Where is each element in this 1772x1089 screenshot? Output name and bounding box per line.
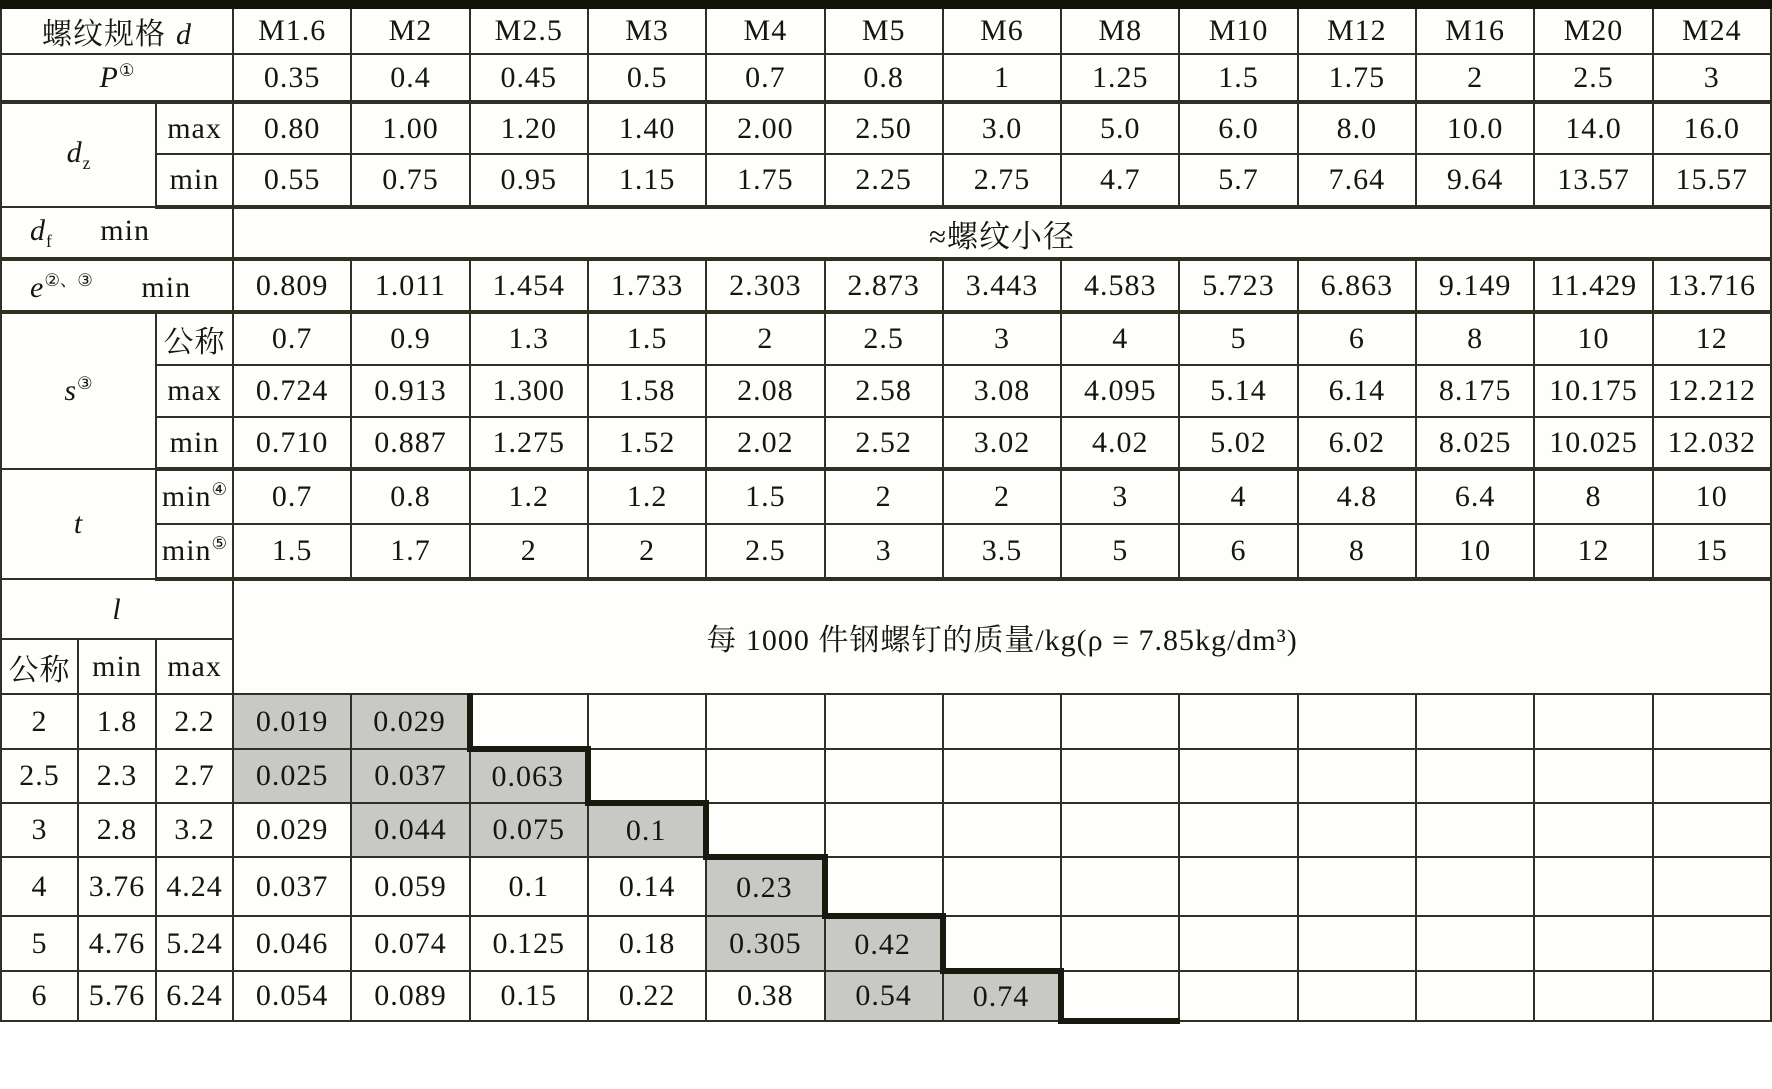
e-label: e②、③ min: [1, 259, 233, 312]
value-cell: 5.0: [1061, 102, 1179, 154]
value-cell: 14.0: [1534, 102, 1652, 154]
l-max-sublabel: max: [156, 639, 233, 694]
value-cell: [1179, 857, 1297, 916]
value-cell: 10: [1534, 312, 1652, 365]
value-cell: [943, 916, 1061, 971]
value-cell: 7.64: [1298, 154, 1416, 207]
col-header-cell: M5: [825, 5, 943, 55]
value-cell: 3.08: [943, 365, 1061, 417]
value-cell: 5.02: [1179, 417, 1297, 469]
l-max-value: 6.24: [156, 971, 233, 1021]
value-cell: 3: [943, 312, 1061, 365]
value-cell: [1061, 857, 1179, 916]
value-cell: 6.0: [1179, 102, 1297, 154]
value-cell: 1.3: [470, 312, 588, 365]
e-row: [1, 259, 1771, 312]
value-cell: 0.4: [351, 54, 469, 102]
value-cell: 0.7: [233, 469, 351, 524]
col-header-cell: M2.5: [470, 5, 588, 55]
l-nominal-sublabel: 公称: [1, 639, 78, 694]
value-cell: 5.723: [1179, 259, 1297, 312]
t-min5-sublabel: min⑤: [156, 524, 233, 579]
value-cell: 3: [825, 524, 943, 579]
value-cell: 1.5: [588, 312, 706, 365]
value-cell: 2.58: [825, 365, 943, 417]
value-cell: 9.64: [1416, 154, 1534, 207]
l-max-value: 2.7: [156, 749, 233, 803]
value-cell: 1.7: [351, 524, 469, 579]
value-cell: [943, 694, 1061, 749]
l-nominal-value: 4: [1, 857, 78, 916]
value-cell: 15.57: [1653, 154, 1771, 207]
l-label: l: [1, 579, 233, 639]
value-cell: 5: [1061, 524, 1179, 579]
value-cell: [1179, 916, 1297, 971]
value-cell: 2.00: [706, 102, 824, 154]
value-cell: [825, 694, 943, 749]
value-cell: [706, 749, 824, 803]
value-cell: 13.716: [1653, 259, 1771, 312]
header-row: [1, 5, 1771, 55]
value-cell: 3.5: [943, 524, 1061, 579]
value-cell: [1416, 803, 1534, 857]
value-cell: 2.50: [825, 102, 943, 154]
value-cell: 2: [706, 312, 824, 365]
value-cell: [1534, 971, 1652, 1021]
value-cell: [1653, 803, 1771, 857]
value-cell: 2.02: [706, 417, 824, 469]
value-cell: 1.011: [351, 259, 469, 312]
pitch-label: P①: [1, 54, 233, 102]
value-cell: [1416, 749, 1534, 803]
value-cell: 1.20: [470, 102, 588, 154]
value-cell: [1653, 971, 1771, 1021]
value-cell: 8: [1298, 524, 1416, 579]
value-cell: 1.454: [470, 259, 588, 312]
col-header-cell: M20: [1534, 5, 1652, 55]
l-min-value: 1.8: [78, 694, 156, 749]
value-cell: 0.044: [351, 803, 469, 857]
value-cell: 2.5: [706, 524, 824, 579]
value-cell: 8.175: [1416, 365, 1534, 417]
value-cell: 0.724: [233, 365, 351, 417]
l-nominal-value: 6: [1, 971, 78, 1021]
value-cell: [825, 857, 943, 916]
length-row: [1, 916, 1771, 971]
value-cell: 8.025: [1416, 417, 1534, 469]
value-cell: [943, 803, 1061, 857]
l-min-sublabel: min: [78, 639, 156, 694]
value-cell: 1.15: [588, 154, 706, 207]
value-cell: 8: [1416, 312, 1534, 365]
length-row: [1, 857, 1771, 916]
value-cell: [1298, 971, 1416, 1021]
value-cell: 0.8: [351, 469, 469, 524]
dz-max-sublabel: max: [156, 102, 233, 154]
value-cell: 2.303: [706, 259, 824, 312]
value-cell: 1.00: [351, 102, 469, 154]
value-cell: 0.8: [825, 54, 943, 102]
length-row: [1, 971, 1771, 1021]
value-cell: 0.80: [233, 102, 351, 154]
value-cell: 6: [1298, 312, 1416, 365]
value-cell: [1416, 971, 1534, 1021]
t-min4-row: [1, 469, 1771, 524]
t-min5-row: [1, 524, 1771, 579]
value-cell: 0.1: [588, 803, 706, 857]
value-cell: 1: [943, 54, 1061, 102]
value-cell: 4: [1179, 469, 1297, 524]
value-cell: 2: [1416, 54, 1534, 102]
value-cell: 2: [825, 469, 943, 524]
value-cell: 3: [1653, 54, 1771, 102]
value-cell: 1.75: [706, 154, 824, 207]
col-header-cell: M16: [1416, 5, 1534, 55]
value-cell: [1061, 803, 1179, 857]
col-header-cell: M8: [1061, 5, 1179, 55]
value-cell: [1061, 916, 1179, 971]
value-cell: 0.18: [588, 916, 706, 971]
l-min-value: 2.3: [78, 749, 156, 803]
value-cell: 0.019: [233, 694, 351, 749]
value-cell: 1.2: [588, 469, 706, 524]
value-cell: 1.25: [1061, 54, 1179, 102]
l-min-value: 2.8: [78, 803, 156, 857]
value-cell: [1298, 857, 1416, 916]
value-cell: 0.54: [825, 971, 943, 1021]
value-cell: 0.38: [706, 971, 824, 1021]
col-header-cell: M4: [706, 5, 824, 55]
value-cell: 0.7: [233, 312, 351, 365]
value-cell: 5.7: [1179, 154, 1297, 207]
value-cell: 10.175: [1534, 365, 1652, 417]
value-cell: 0.075: [470, 803, 588, 857]
length-row: [1, 749, 1771, 803]
value-cell: [1061, 971, 1179, 1021]
value-cell: [1534, 749, 1652, 803]
value-cell: 1.300: [470, 365, 588, 417]
value-cell: [588, 749, 706, 803]
value-cell: [1179, 694, 1297, 749]
s-max-sublabel: max: [156, 365, 233, 417]
value-cell: 0.125: [470, 916, 588, 971]
value-cell: 6.4: [1416, 469, 1534, 524]
l-min-value: 5.76: [78, 971, 156, 1021]
l-max-value: 4.24: [156, 857, 233, 916]
value-cell: [1298, 916, 1416, 971]
value-cell: 1.75: [1298, 54, 1416, 102]
value-cell: 0.55: [233, 154, 351, 207]
value-cell: 5: [1179, 312, 1297, 365]
value-cell: 4.7: [1061, 154, 1179, 207]
value-cell: [470, 694, 588, 749]
l-min-value: 4.76: [78, 916, 156, 971]
l-header-row: [1, 579, 1771, 639]
s-max-row: [1, 365, 1771, 417]
s-nominal-row: [1, 312, 1771, 365]
value-cell: 0.35: [233, 54, 351, 102]
l-nominal-value: 2: [1, 694, 78, 749]
value-cell: [706, 694, 824, 749]
value-cell: 0.9: [351, 312, 469, 365]
value-cell: 16.0: [1653, 102, 1771, 154]
value-cell: [1298, 803, 1416, 857]
value-cell: 12.212: [1653, 365, 1771, 417]
value-cell: 1.2: [470, 469, 588, 524]
value-cell: 2.08: [706, 365, 824, 417]
s-min-sublabel: min: [156, 417, 233, 469]
value-cell: 9.149: [1416, 259, 1534, 312]
value-cell: [1416, 857, 1534, 916]
value-cell: 0.029: [233, 803, 351, 857]
value-cell: 0.046: [233, 916, 351, 971]
value-cell: 13.57: [1534, 154, 1652, 207]
dz-min-row: [1, 154, 1771, 207]
df-row: [1, 207, 1771, 259]
value-cell: 0.025: [233, 749, 351, 803]
value-cell: 2.5: [1534, 54, 1652, 102]
col-header-cell: M10: [1179, 5, 1297, 55]
value-cell: 0.14: [588, 857, 706, 916]
value-cell: 2: [588, 524, 706, 579]
dz-label: $d_z$: [1, 102, 156, 207]
value-cell: 2: [943, 469, 1061, 524]
length-row: [1, 694, 1771, 749]
l-nominal-value: 3: [1, 803, 78, 857]
value-cell: [1061, 749, 1179, 803]
value-cell: 12: [1534, 524, 1652, 579]
length-row: [1, 803, 1771, 857]
value-cell: 6.14: [1298, 365, 1416, 417]
value-cell: 0.913: [351, 365, 469, 417]
value-cell: [1653, 857, 1771, 916]
pitch-row: [1, 54, 1771, 102]
value-cell: 4.583: [1061, 259, 1179, 312]
value-cell: 6.02: [1298, 417, 1416, 469]
value-cell: [943, 749, 1061, 803]
value-cell: 0.23: [706, 857, 824, 916]
value-cell: 0.1: [470, 857, 588, 916]
value-cell: 1.275: [470, 417, 588, 469]
value-cell: [825, 749, 943, 803]
col-header-cell: M3: [588, 5, 706, 55]
value-cell: 0.059: [351, 857, 469, 916]
value-cell: [1416, 916, 1534, 971]
value-cell: 1.5: [706, 469, 824, 524]
col-header-cell: M24: [1653, 5, 1771, 55]
value-cell: 0.809: [233, 259, 351, 312]
value-cell: 5.14: [1179, 365, 1297, 417]
thread-spec-label: 螺纹规格 d: [1, 5, 233, 55]
t-min4-sublabel: min④: [156, 469, 233, 524]
value-cell: 4: [1061, 312, 1179, 365]
col-header-cell: M6: [943, 5, 1061, 55]
value-cell: [943, 857, 1061, 916]
value-cell: 12.032: [1653, 417, 1771, 469]
value-cell: [1416, 694, 1534, 749]
value-cell: 2.75: [943, 154, 1061, 207]
value-cell: 0.054: [233, 971, 351, 1021]
value-cell: [1534, 694, 1652, 749]
value-cell: 15: [1653, 524, 1771, 579]
value-cell: 12: [1653, 312, 1771, 365]
dz-max-row: [1, 102, 1771, 154]
value-cell: 0.5: [588, 54, 706, 102]
value-cell: [1653, 916, 1771, 971]
l-nominal-value: 5: [1, 916, 78, 971]
value-cell: 0.22: [588, 971, 706, 1021]
l-max-value: 5.24: [156, 916, 233, 971]
value-cell: 6.863: [1298, 259, 1416, 312]
l-nominal-value: 2.5: [1, 749, 78, 803]
value-cell: 2.5: [825, 312, 943, 365]
value-cell: 0.887: [351, 417, 469, 469]
t-label: t: [1, 469, 156, 579]
value-cell: [706, 803, 824, 857]
dz-min-sublabel: min: [156, 154, 233, 207]
value-cell: 10.025: [1534, 417, 1652, 469]
value-cell: [1298, 749, 1416, 803]
value-cell: 0.95: [470, 154, 588, 207]
col-header-cell: M12: [1298, 5, 1416, 55]
l-max-value: 3.2: [156, 803, 233, 857]
df-span-value: ≈螺纹小径: [233, 207, 1771, 259]
value-cell: [1298, 694, 1416, 749]
value-cell: 2.873: [825, 259, 943, 312]
value-cell: 1.52: [588, 417, 706, 469]
value-cell: [1653, 694, 1771, 749]
value-cell: 3.0: [943, 102, 1061, 154]
value-cell: 0.037: [351, 749, 469, 803]
value-cell: 8: [1534, 469, 1652, 524]
value-cell: 8.0: [1298, 102, 1416, 154]
l-min-value: 3.76: [78, 857, 156, 916]
value-cell: 6: [1179, 524, 1297, 579]
mass-title: 每 1000 件钢螺钉的质量/kg(ρ = 7.85kg/dm³): [233, 579, 1771, 694]
value-cell: 3.02: [943, 417, 1061, 469]
s-nominal-sublabel: 公称: [156, 312, 233, 365]
value-cell: [1534, 916, 1652, 971]
value-cell: 4.8: [1298, 469, 1416, 524]
value-cell: 3.443: [943, 259, 1061, 312]
value-cell: [1179, 803, 1297, 857]
value-cell: 0.7: [706, 54, 824, 102]
value-cell: [1061, 694, 1179, 749]
value-cell: 0.029: [351, 694, 469, 749]
value-cell: 1.5: [1179, 54, 1297, 102]
col-header-cell: M2: [351, 5, 469, 55]
value-cell: [1653, 749, 1771, 803]
value-cell: [1179, 749, 1297, 803]
value-cell: [825, 803, 943, 857]
value-cell: 0.45: [470, 54, 588, 102]
value-cell: 4.02: [1061, 417, 1179, 469]
value-cell: 0.42: [825, 916, 943, 971]
value-cell: 0.074: [351, 916, 469, 971]
value-cell: 0.305: [706, 916, 824, 971]
value-cell: 3: [1061, 469, 1179, 524]
value-cell: 4.095: [1061, 365, 1179, 417]
col-header-cell: M1.6: [233, 5, 351, 55]
value-cell: [1534, 857, 1652, 916]
value-cell: 2.25: [825, 154, 943, 207]
value-cell: 10.0: [1416, 102, 1534, 154]
s-label: s③: [1, 312, 156, 469]
value-cell: 0.75: [351, 154, 469, 207]
value-cell: 11.429: [1534, 259, 1652, 312]
value-cell: [1534, 803, 1652, 857]
value-cell: 10: [1416, 524, 1534, 579]
value-cell: 1.58: [588, 365, 706, 417]
value-cell: 0.710: [233, 417, 351, 469]
value-cell: 0.063: [470, 749, 588, 803]
value-cell: 0.74: [943, 971, 1061, 1021]
l-max-value: 2.2: [156, 694, 233, 749]
value-cell: 1.5: [233, 524, 351, 579]
value-cell: [1179, 971, 1297, 1021]
value-cell: 1.40: [588, 102, 706, 154]
value-cell: 0.089: [351, 971, 469, 1021]
value-cell: 2: [470, 524, 588, 579]
s-min-row: [1, 417, 1771, 469]
value-cell: 10: [1653, 469, 1771, 524]
df-label: $d_f$ min: [1, 207, 233, 259]
value-cell: 2.52: [825, 417, 943, 469]
value-cell: [588, 694, 706, 749]
value-cell: 0.15: [470, 971, 588, 1021]
value-cell: 0.037: [233, 857, 351, 916]
value-cell: 1.733: [588, 259, 706, 312]
